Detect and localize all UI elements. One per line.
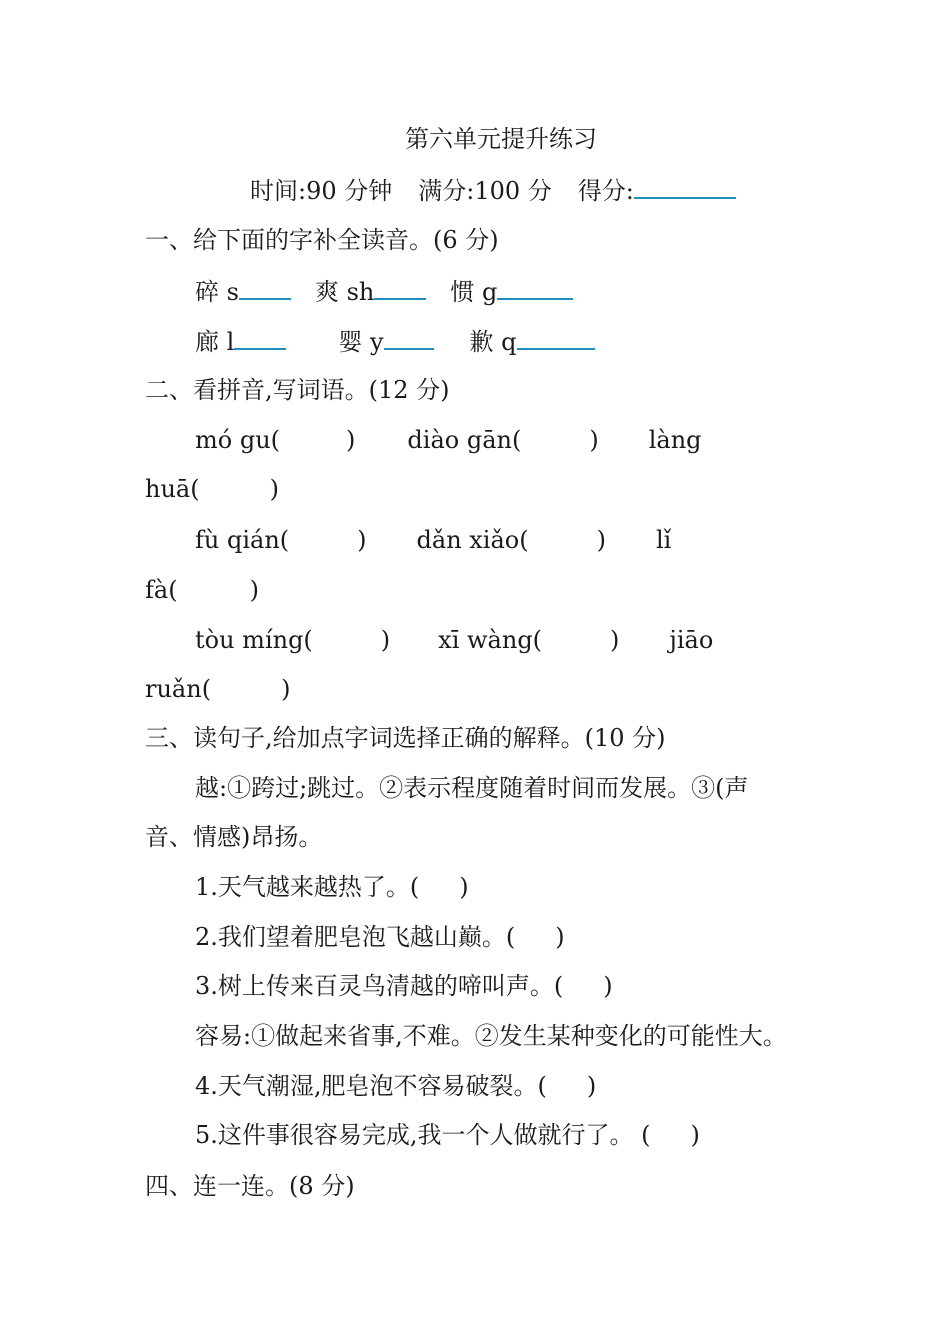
pinyin-prompt: fù qián( xyxy=(195,526,290,554)
question-text: 5.这件事很容易完成,我一个人做就行了。 ( xyxy=(195,1121,651,1149)
pinyin-prompt: ruǎn( xyxy=(145,675,212,703)
s2-row-1-cont xyxy=(145,474,279,504)
close-paren: ) xyxy=(589,426,599,454)
s1-row-1 xyxy=(195,276,573,307)
pinyin-blank[interactable] xyxy=(384,326,434,350)
pinyin-prompt: làng xyxy=(648,426,702,454)
close-paren: ) xyxy=(555,923,565,951)
question-5 xyxy=(195,1120,700,1150)
close-paren: ) xyxy=(281,675,291,703)
score-blank[interactable] xyxy=(634,175,736,199)
s1-row-2 xyxy=(195,326,595,357)
definition-rongyi: 容易:①做起来省事,不难。②发生某种变化的可能性大。 xyxy=(195,1022,787,1050)
s1-item: 惯 g xyxy=(450,278,498,306)
s1-item: 碎 s xyxy=(195,278,239,306)
section-2-heading: 二、看拼音,写词语。(12 分) xyxy=(145,376,450,404)
question-1 xyxy=(195,872,469,902)
close-paren: ) xyxy=(610,626,620,654)
pinyin-prompt: mó gu( xyxy=(195,426,281,454)
pinyin-prompt: huā( xyxy=(145,475,200,503)
pinyin-prompt: tòu míng( xyxy=(195,626,313,654)
close-paren: ) xyxy=(459,873,469,901)
section-1-heading: 一、给下面的字补全读音。(6 分) xyxy=(145,226,499,254)
close-paren: ) xyxy=(380,626,391,654)
exam-meta xyxy=(250,175,736,206)
s2-row-2-cont xyxy=(145,575,259,605)
close-paren: ) xyxy=(586,1072,597,1100)
close-paren: ) xyxy=(249,576,259,604)
s2-row-3 xyxy=(195,625,713,655)
close-paren: ) xyxy=(269,475,279,503)
close-paren: ) xyxy=(357,526,367,554)
s1-item: 爽 sh xyxy=(314,278,375,306)
score-label: 得分: xyxy=(577,177,634,205)
s1-item: 歉 q xyxy=(469,328,517,356)
s2-row-2 xyxy=(195,525,671,555)
question-3 xyxy=(195,971,613,1001)
question-text: 1.天气越来越热了。( xyxy=(195,873,420,901)
s1-item: 婴 y xyxy=(338,328,384,356)
s1-item: 廊 l xyxy=(195,328,235,356)
s2-row-3-cont xyxy=(145,674,290,704)
pinyin-prompt: diào gān( xyxy=(407,426,522,454)
definition-yue-cont: 音、情感)昂扬。 xyxy=(145,823,323,851)
definition-yue: 越:①跨过;跳过。②表示程度随着时间而发展。③(声 xyxy=(195,774,749,802)
close-paren: ) xyxy=(596,526,606,554)
close-paren: ) xyxy=(346,426,356,454)
close-paren: ) xyxy=(603,972,613,1000)
pinyin-blank[interactable] xyxy=(234,326,286,350)
pinyin-blank[interactable] xyxy=(517,326,595,350)
section-4-heading: 四、连一连。(8 分) xyxy=(145,1172,355,1200)
question-text: 2.我们望着肥皂泡飞越山巅。( xyxy=(195,923,516,951)
pinyin-blank[interactable] xyxy=(239,276,291,300)
close-paren: ) xyxy=(690,1121,700,1149)
pinyin-prompt: fà( xyxy=(145,576,178,604)
question-text: 3.树上传来百灵鸟清越的啼叫声。( xyxy=(195,972,564,1000)
pinyin-prompt: lǐ xyxy=(655,526,672,554)
question-text: 4.天气潮湿,肥皂泡不容易破裂。( xyxy=(195,1072,547,1100)
pinyin-blank[interactable] xyxy=(374,276,426,300)
question-2 xyxy=(195,922,565,952)
pinyin-prompt: jiāo xyxy=(669,626,714,654)
s2-row-1 xyxy=(195,425,702,455)
time-limit: 时间:90 分钟 xyxy=(250,177,393,205)
pinyin-prompt: xī wàng( xyxy=(438,626,543,654)
page-title: 第六单元提升练习 xyxy=(405,125,597,153)
full-score: 满分:100 分 xyxy=(418,177,552,205)
pinyin-prompt: dǎn xiǎo( xyxy=(416,526,529,554)
pinyin-blank[interactable] xyxy=(497,276,573,300)
question-4 xyxy=(195,1071,596,1101)
section-3-heading: 三、读句子,给加点字词选择正确的解释。(10 分) xyxy=(145,724,666,752)
